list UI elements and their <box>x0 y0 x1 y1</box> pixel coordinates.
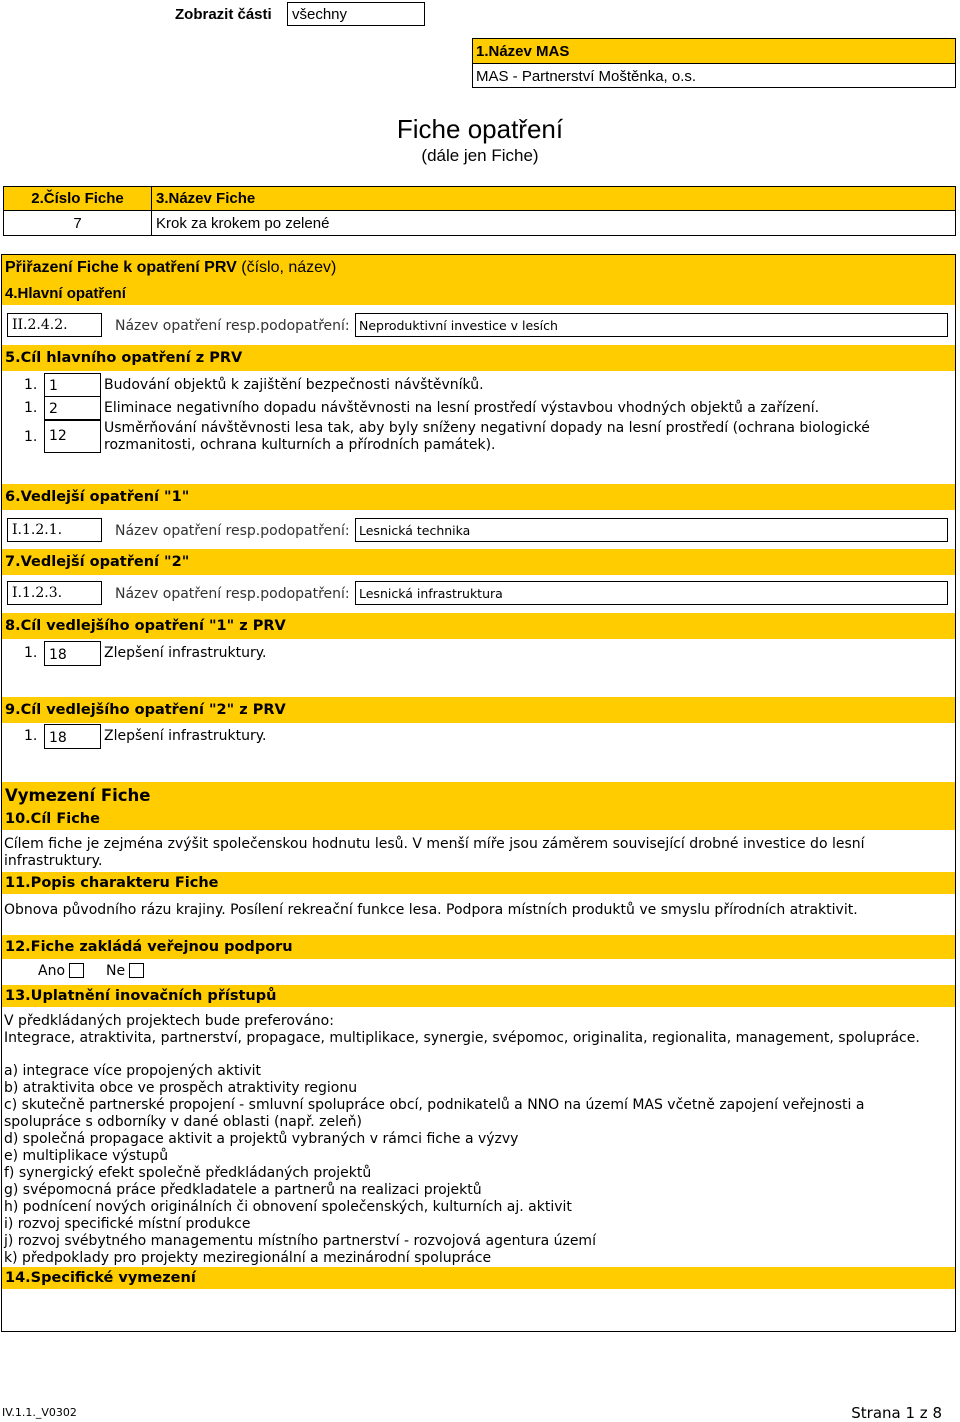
side-measure-2-code: I.1.2.3. <box>7 581 102 605</box>
main-goal-code: 2 <box>44 396 101 420</box>
fiche-name-label: 3.Název Fiche <box>152 187 955 211</box>
innovation-item: i) rozvoj specifické místní produkce <box>4 1216 251 1232</box>
innovation-item: e) multiplikace výstupů <box>4 1148 169 1164</box>
main-goal-num: 1. <box>24 377 38 393</box>
goal-label: 10.Cíl Fiche <box>2 808 955 830</box>
assignment-heading: Přiřazení Fiche k opatření PRV (číslo, název) <box>2 255 955 281</box>
side-measure-2-name-label: Název opatření resp.podopatření: <box>115 586 350 602</box>
innovation-item: c) skutečně partnerské propojení - smluvní spolupráce obcí, podnikatelů a NNO na území MAS včetně zapojení veřejnosti a spolupráce s odborníky v dané oblasti (např. zeleň) <box>4 1097 865 1130</box>
side-goal-1-code: 18 <box>44 641 101 666</box>
goal-text: Cílem fiche je zejména zvýšit společenskou hodnutu lesů. V menší míře jsou záměrem související drobné investice do lesní infrastruktury. <box>4 836 865 869</box>
main-goal-code: 12 <box>44 420 101 453</box>
document-title: Fiche opatření <box>396 114 564 144</box>
innovation-intro: V předkládaných projektech bude preferováno: <box>4 1013 334 1029</box>
side-measure-1-label: 6.Vedlejší opatření "1" <box>2 484 955 510</box>
side-measure-1-code: I.1.2.1. <box>7 518 102 542</box>
public-support-label: 12.Fiche zakládá veřejnou podporu <box>2 935 955 959</box>
footer-page: Strana 1 z 8 <box>851 1404 942 1422</box>
mas-box <box>472 38 956 88</box>
character-label: 11.Popis charakteru Fiche <box>2 872 955 894</box>
innovation-item: b) atraktivita obce ve prospěch atraktivity regionu <box>4 1080 358 1096</box>
main-measure-name-label: Název opatření resp.podopatření: <box>115 318 350 334</box>
fiche-name: Krok za krokem po zelené <box>156 214 330 232</box>
filter-label: Zobrazit části <box>175 6 272 23</box>
side-goal-1-text: Zlepšení infrastruktury. <box>104 645 267 661</box>
main-goal-code: 1 <box>44 373 101 397</box>
main-goal-text: Usměrňování návštěvnosti lesa tak, aby byly sníženy negativní dopady na lesní prostředí (ochrana biologické rozmanitosti, ochrana kulturních a přírodních památek). <box>104 420 870 453</box>
side-goal-2-label: 9.Cíl vedlejšího opatření "2" z PRV <box>2 697 955 723</box>
side-goal-1-num: 1. <box>24 645 38 661</box>
character-text: Obnova původního rázu krajiny. Posílení rekreační funkce lesa. Podpora místních produktů ve smyslu přírodních atraktivit. <box>4 902 858 918</box>
main-measure-name: Neproduktivní investice v lesích <box>355 313 948 337</box>
main-goal-label: 5.Cíl hlavního opatření z PRV <box>2 345 955 371</box>
footer-code: IV.1.1._V0302 <box>2 1406 77 1419</box>
side-measure-2-label: 7.Vedlejší opatření "2" <box>2 549 955 575</box>
side-goal-1-label: 8.Cíl vedlejšího opatření "1" z PRV <box>2 613 955 639</box>
main-goal-text: Budování objektů k zajištění bezpečnosti návštěvníků. <box>104 377 484 393</box>
main-measure-code: II.2.4.2. <box>7 313 102 337</box>
side-goal-2-num: 1. <box>24 728 38 744</box>
fiche-box <box>3 186 956 236</box>
innovation-item: g) svépomocná práce předkladatele a partnerů na realizaci projektů <box>4 1182 482 1198</box>
innovation-item: f) synergický efekt společně předkládaných projektů <box>4 1165 372 1181</box>
innovation-item: j) rozvoj svébytného managementu místního partnerství - rozvojová agentura území <box>4 1233 596 1249</box>
fiche-number: 7 <box>4 211 152 235</box>
side-measure-1-name-label: Název opatření resp.podopatření: <box>115 523 350 539</box>
public-support-no-label: Ne <box>106 963 126 979</box>
side-goal-2-code: 18 <box>44 724 101 749</box>
main-goal-num: 1. <box>24 400 38 416</box>
mas-heading: 1.Název MAS <box>473 39 955 64</box>
innovation-item: d) společná propagace aktivit a projektů vybraných v rámci fiche a výzvy <box>4 1131 519 1147</box>
main-goal-num: 1. <box>24 429 38 445</box>
mas-name: MAS - Partnerství Moštěnka, o.s. <box>476 67 697 85</box>
innovation-item: k) předpoklady pro projekty meziregionální a mezinárodní spolupráce <box>4 1250 492 1266</box>
innovation-item: a) integrace více propojených aktivit <box>4 1063 262 1079</box>
side-measure-2-name: Lesnická infrastruktura <box>355 581 948 605</box>
filter-select[interactable]: všechny <box>287 2 425 26</box>
main-goal-text: Eliminace negativního dopadu návštěvnosti na lesní prostředí výstavbou vhodných objektů a zařízení. <box>104 400 820 416</box>
public-support-yes-checkbox[interactable] <box>69 963 84 978</box>
main-measure-label: 4.Hlavní opatření <box>2 281 955 305</box>
side-goal-2-text: Zlepšení infrastruktury. <box>104 728 267 744</box>
innovation-label: 13.Uplatnění inovačních přístupů <box>2 985 955 1007</box>
public-support-yes-label: Ano <box>38 963 66 979</box>
document-subtitle: (dále jen Fiche) <box>421 146 539 165</box>
fiche-number-label: 2.Číslo Fiche <box>4 187 152 211</box>
innovation-keywords: Integrace, atraktivita, partnerství, propagace, multiplikace, synergie, svépomoc, originalita, regionalita, management, spolupráce. <box>4 1030 920 1046</box>
specific-label: 14.Specifické vymezení <box>2 1267 955 1289</box>
side-measure-1-name: Lesnická technika <box>355 518 948 542</box>
public-support-no-checkbox[interactable] <box>129 963 144 978</box>
definition-heading: Vymezení Fiche <box>2 782 955 808</box>
innovation-item: h) podnícení nových originálních či obnovení společenských, kulturních aj. aktivit <box>4 1199 572 1215</box>
